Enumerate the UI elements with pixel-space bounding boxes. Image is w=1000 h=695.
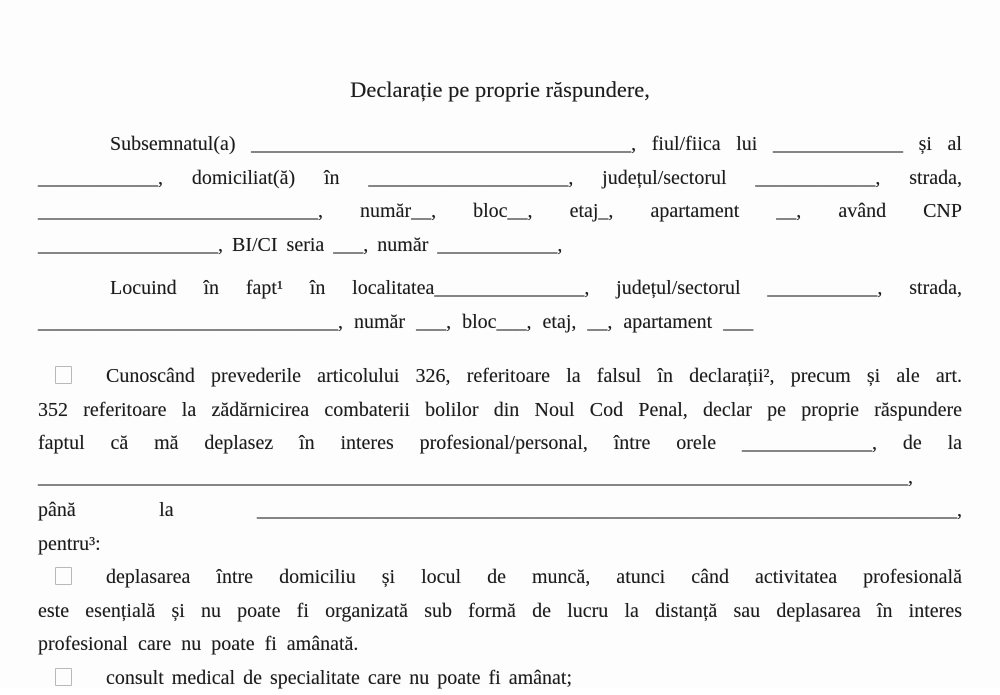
checkbox-cell: [38, 662, 106, 695]
checkbox-icon[interactable]: [55, 668, 72, 686]
form-line: [38, 360, 962, 394]
form-line: faptul că mă deplasez în interes profesional/personal, între orele _____________, de la: [38, 427, 962, 461]
paragraph-locuind: [38, 272, 962, 339]
paragraph-cunoscand: [38, 360, 962, 561]
paragraph-text: consult medical de specialitate care nu poate fi amânat;: [106, 667, 572, 689]
form-line: ______________________________, număr ___, bloc___, etaj, __, apartament ___: [38, 306, 962, 340]
form-line: pentru³:: [38, 528, 962, 562]
form-line: este esențială și nu poate fi organizată sub formă de lucru la distanță sau deplasarea în interes: [38, 595, 962, 629]
form-line: _______________________________________________________________________________________,: [38, 461, 962, 495]
paragraph-text: Cunoscând prevederile articolului 326, referitoare la falsul în declarații², precum și ale art.: [106, 365, 962, 387]
checkbox-cell: [38, 561, 106, 595]
form-line: [38, 662, 962, 695]
form-line: Subsemnatul(a) ______________________________________, fiul/fiica lui _____________ și al: [38, 128, 962, 162]
form-line: până la ______________________________________________________________________,: [38, 494, 962, 528]
checkbox-icon[interactable]: [55, 567, 72, 585]
checkbox-cell: [38, 360, 106, 394]
form-line: profesional care nu poate fi amânată.: [38, 628, 962, 662]
form-line: ____________________________, număr__, bloc__, etaj_, apartament __, având CNP: [38, 195, 962, 229]
paragraph-deplasarea: [38, 561, 962, 662]
form-line: ____________, domiciliat(ă) în ____________________, județul/sectorul ____________, strada,: [38, 162, 962, 196]
form-line: [38, 561, 962, 595]
document-title: Declarație pe proprie răspundere,: [38, 74, 962, 106]
paragraph-subsemnatul: [38, 128, 962, 262]
form-line: Locuind în fapt¹ în localitatea_______________, județul/sectorul ___________, strada,: [38, 272, 962, 306]
checkbox-icon[interactable]: [55, 366, 72, 384]
paragraph-consult: [38, 662, 962, 695]
form-line: 352 referitoare la zădărnicirea combaterii bolilor din Noul Cod Penal, declar pe proprie răspundere: [38, 394, 962, 428]
paragraph-text: deplasarea între domiciliu și locul de muncă, atunci când activitatea profesională: [106, 566, 962, 588]
form-line: __________________, BI/CI seria ___, număr ____________,: [38, 229, 962, 263]
